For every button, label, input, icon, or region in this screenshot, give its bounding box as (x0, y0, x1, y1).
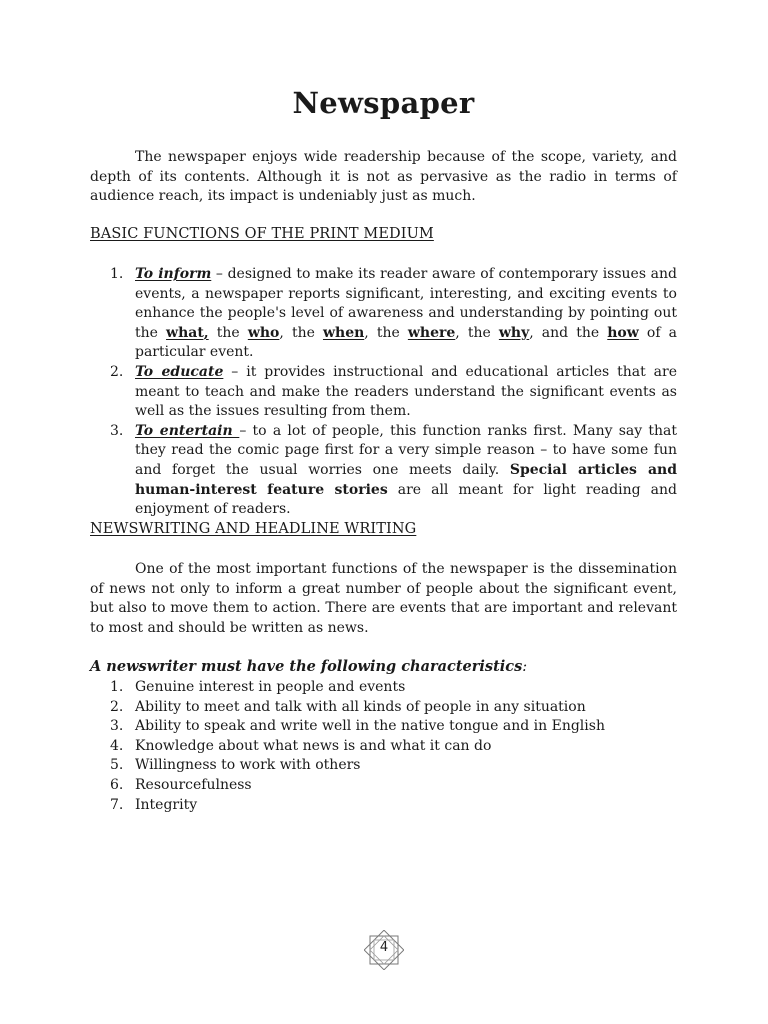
term-to-inform: To inform (135, 266, 212, 282)
keyword-what: what, (166, 324, 209, 341)
bold-phrase-special-articles: Special articles and human-interest feature stories (135, 461, 677, 498)
keyword-why: why (498, 324, 530, 341)
characteristics-heading: A newswriter must have the following characteristics: (90, 658, 528, 675)
list-item-entertain: 3. To entertain – to a lot of people, this function ranks first. Many say that they read the comic page first for a very simple reason – to have some fun and forget the usual worries one meets daily. Special articles and human-interest feature stories are all meant for light reading and enjoyment of readers. (110, 422, 677, 518)
list-item: 2. Ability to meet and talk with all kinds of people in any situation (110, 698, 586, 715)
list-number: 2. (110, 363, 124, 380)
list-item: 4. Knowledge about what news is and what it can do (110, 737, 492, 754)
list-number: 3. (110, 422, 124, 439)
intro-paragraph: The newspaper enjoys wide readership because of the scope, variety, and depth of its contents. Although it is not as pervasive as the radio in terms of audience reach, its impact is undeniably just as much. (90, 149, 677, 205)
page-number-text: 4 (379, 940, 389, 955)
list-item: 3. Ability to speak and write well in the native tongue and in English (110, 718, 605, 735)
newswriting-paragraph: One of the most important functions of the newspaper is the dissemination of news not only to inform a great number of people about the significant event, but also to move them to action. There are events that are important and relevant to most and should be written as news. (90, 561, 677, 636)
page-title: Newspaper (292, 86, 475, 120)
list-item: 1. Genuine interest in people and events (110, 679, 406, 695)
term-to-entertain: To entertain (135, 422, 240, 439)
term-to-educate: To educate (135, 363, 224, 380)
list-item-educate: 2. To educate – it provides instructional and educational articles that are meant to teach and make the readers understand the significant events as well as the issues resulting from them. (110, 363, 677, 420)
keyword-where: where (407, 324, 456, 341)
keyword-who: who (247, 324, 280, 341)
list-number: 1. (110, 266, 124, 282)
keyword-how: how (607, 324, 639, 341)
list-item-inform: 1. To inform – designed to make its reader aware of contemporary issues and events, a newspaper reports significant, interesting, and exciting events to enhance the people's level of awareness and understanding by pointing out the what, the who, the when, the where, the why, and the how of a particular event. (110, 266, 677, 361)
characteristics-list (90, 678, 677, 815)
list-item: 6. Resourcefulness (110, 776, 252, 793)
page-number (364, 930, 404, 970)
list-item: 5. Willingness to work with others (110, 757, 361, 774)
keyword-when: when (322, 324, 365, 341)
section-heading-basic-functions: BASIC FUNCTIONS OF THE PRINT MEDIUM (90, 226, 434, 242)
functions-list (90, 265, 677, 520)
section-heading-newswriting: NEWSWRITING AND HEADLINE WRITING (90, 521, 417, 537)
list-item: 7. Integrity (110, 796, 198, 813)
